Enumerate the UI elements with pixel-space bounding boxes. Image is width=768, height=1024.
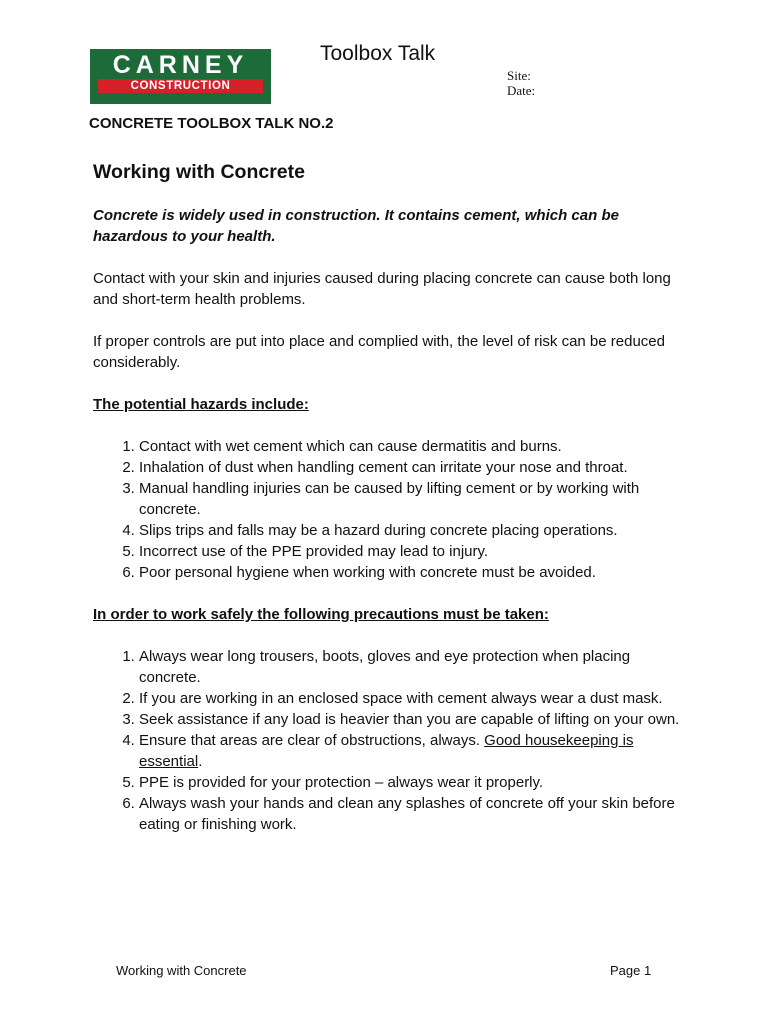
list-item-text: Ensure that areas are clear of obstructions, always. xyxy=(139,732,485,749)
site-label: Site: xyxy=(507,68,531,83)
site-date-block xyxy=(507,68,535,98)
document-type-title: Toolbox Talk xyxy=(320,42,436,65)
logo-wordmark: CARNEY xyxy=(112,51,249,79)
page-heading: Working with Concrete xyxy=(93,161,305,183)
list-item xyxy=(139,730,693,772)
list-item: 2. If you are working in an enclosed space with cement always wear a dust mask. xyxy=(139,688,693,709)
document-body xyxy=(93,160,693,856)
list-item: 5. Incorrect use of the PPE provided may lead to injury. xyxy=(139,541,693,562)
body-paragraph-1: Contact with your skin and injuries caused during placing concrete can cause both long and short-term health problems. xyxy=(93,270,671,308)
list-item: 2. Inhalation of dust when handling cement can irritate your nose and throat. xyxy=(139,457,693,478)
hazards-list xyxy=(93,436,693,583)
intro-paragraph: Concrete is widely used in construction. It contains cement, which can be hazardous to your health. xyxy=(93,207,619,245)
list-item: 6. Poor personal hygiene when working with concrete must be avoided. xyxy=(139,562,693,583)
list-item: 1. Always wear long trousers, boots, gloves and eye protection when placing concrete. xyxy=(139,646,693,688)
list-item: 5. PPE is provided for your protection – always wear it properly. xyxy=(139,772,693,793)
body-paragraph-2: If proper controls are put into place and complied with, the level of risk can be reduced considerably. xyxy=(93,333,665,371)
date-label: Date: xyxy=(507,83,536,98)
list-item: 6. Always wash your hands and clean any splashes of concrete off your skin before eating or finishing work. xyxy=(139,793,693,835)
precautions-list xyxy=(93,646,693,835)
precautions-heading: In order to work safely the following precautions must be taken: xyxy=(93,606,549,623)
housekeeping-emphasis: Good housekeeping is essential xyxy=(139,732,634,770)
company-logo xyxy=(90,49,271,104)
list-item: 3. Manual handling injuries can be caused by lifting cement or by working with concrete. xyxy=(139,478,693,520)
footer-title: Working with Concrete xyxy=(116,963,247,978)
list-item-end: . xyxy=(198,753,203,770)
logo-band: CONSTRUCTION xyxy=(98,79,263,93)
list-item: 3. Seek assistance if any load is heavier than you are capable of lifting on your own. xyxy=(139,709,693,730)
list-item: 1. Contact with wet cement which can cause dermatitis and burns. xyxy=(139,436,693,457)
list-item: 4. Slips trips and falls may be a hazard during concrete placing operations. xyxy=(139,520,693,541)
page-number: Page 1 xyxy=(610,963,652,978)
talk-number-title: CONCRETE TOOLBOX TALK NO.2 xyxy=(89,115,334,132)
hazards-heading: The potential hazards include: xyxy=(93,396,309,413)
